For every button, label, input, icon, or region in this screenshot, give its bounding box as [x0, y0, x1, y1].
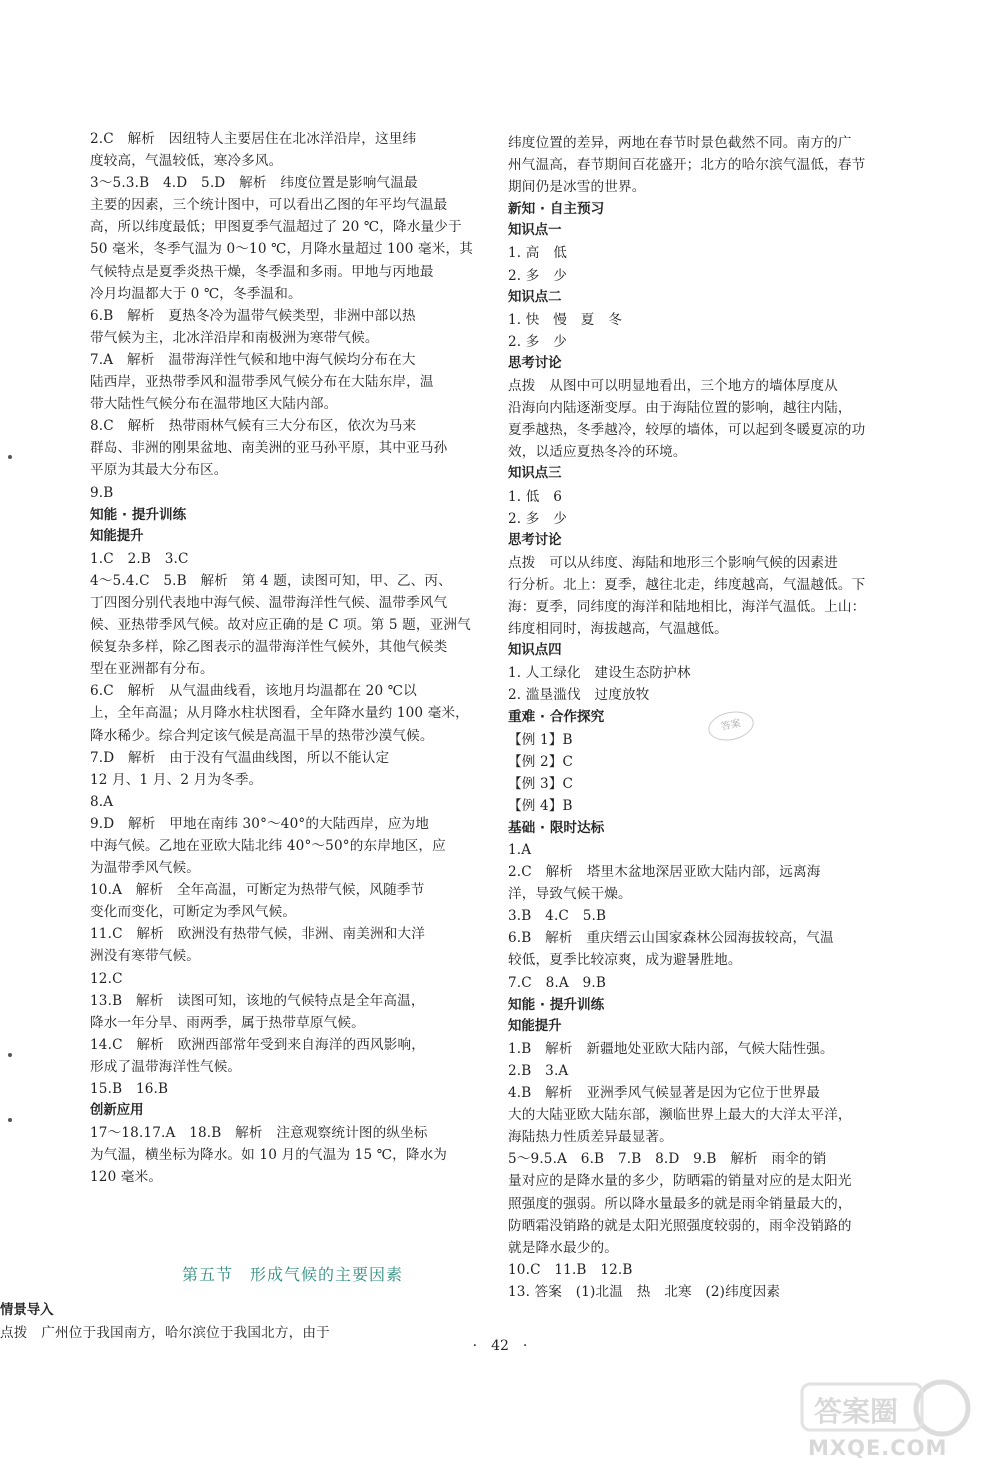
text-line: 为气温，横坐标为降水。如 10 月的气温为 15 ℃，降水为 [90, 1147, 448, 1164]
text-line: 2.C 解析 塔里木盆地深居亚欧大陆内部，远离海 [508, 864, 821, 881]
text-line: 12.C [90, 970, 123, 987]
text-line: 变化而变化，可断定为季风气候。 [90, 904, 297, 921]
section-heading: 新知 · 自主预习 [508, 201, 605, 218]
text-line: 10.A 解析 全年高温，可断定为热带气候，风随季节 [90, 882, 425, 899]
text-line: 7.D 解析 由于没有气温曲线图，所以不能认定 [90, 749, 390, 766]
text-line: 6.C 解析 从气温曲线看，该地月均温都在 20 ℃以 [90, 683, 417, 700]
text-line: 平原为其最大分布区。 [90, 462, 228, 479]
text-line: 【例 4】B [508, 797, 573, 814]
text-line: 【例 2】C [508, 753, 574, 770]
watermark-logo [792, 1370, 982, 1465]
text-line: 主要的因素，三个统计图中，可以看出乙图的年平均气温最 [90, 197, 448, 214]
text-line: 1. 人工绿化 建设生态防护林 [508, 665, 691, 682]
section-heading: 知能提升 [508, 1018, 562, 1034]
text-line: 防晒霜没销路的就是太阳光照强度较弱的，雨伞没销路的 [508, 1217, 852, 1234]
text-line: 3.B 4.C 5.B [508, 908, 607, 925]
text-line: 50 毫米，冬季气温为 0～10 ℃，月降水量超过 100 毫米，其 [90, 241, 473, 258]
text-line: 中海气候。乙地在亚欧大陆北纬 40°～50°的东岸地区，应 [90, 838, 446, 854]
text-line: 5～9.5.A 6.B 7.B 8.D 9.B 解析 雨伞的销 [508, 1151, 827, 1168]
right-column [508, 132, 918, 1303]
text-line: 6.B 解析 重庆缙云山国家森林公园海拔较高，气温 [508, 930, 834, 947]
text-line: 13. 答案 (1)北温 热 北寒 (2)纬度因素 [508, 1283, 781, 1300]
section-heading: 知能 · 提升训练 [90, 506, 187, 523]
text-line: 2. 多 少 [508, 267, 567, 284]
section-heading: 知能提升 [90, 528, 144, 544]
stamp-mark: 答案 [706, 708, 757, 745]
text-line: 海陆热力性质差异最显著。 [508, 1129, 673, 1146]
text-line: 1. 低 6 [508, 488, 563, 505]
text-line: 为温带季风气候。 [90, 860, 200, 877]
text-line: 1.B 解析 新疆地处亚欧大陆内部，气候大陆性强。 [508, 1040, 834, 1057]
watermark-url: MXQE.COM [808, 1436, 948, 1460]
text-line: 高，所以纬度最低；甲图夏季气温超过了 20 ℃，降水量少于 [90, 219, 462, 236]
text-line: 丁四图分别代表地中海气候、温带海洋性气候、温带季风气 [90, 594, 448, 611]
section-heading: 创新应用 [90, 1103, 144, 1119]
text-line: 4～5.4.C 5.B 解析 第 4 题，读图可知，甲、乙、丙、 [90, 572, 452, 589]
text-line: 15.B 16.B [90, 1081, 169, 1098]
text-line: 上，全年高温；从月降水柱状图看，全年降水量约 100 毫米， [90, 705, 469, 722]
text-line: 带大陆性气候分布在温带地区大陆内部。 [90, 396, 338, 413]
text-line: 4.B 解析 亚洲季风气候显著是因为它位于世界最 [508, 1085, 821, 1102]
text-line: 冷月均温都大于 0 ℃，冬季温和。 [90, 285, 302, 302]
text-line: 17～18.17.A 18.B 解析 注意观察统计图的纵坐标 [90, 1125, 428, 1142]
text-line: 10.C 11.B 12.B [508, 1261, 633, 1278]
text-line: 点拨 从图中可以明显地看出，三个地方的墙体厚度从 [508, 378, 838, 395]
text-line: 降水一年分旱、雨两季，属于热带草原气候。 [90, 1014, 365, 1031]
text-line: 洋，导致气候干燥。 [508, 886, 632, 903]
text-line: 8.C 解析 热带雨林气候有三大分布区，依次为马来 [90, 418, 417, 435]
text-line: 120 毫米。 [90, 1169, 163, 1186]
text-line: 7.C 8.A 9.B [508, 974, 606, 991]
text-line: 期间仍是冰雪的世界。 [508, 179, 646, 196]
section-heading: 思考讨论 [508, 532, 562, 548]
text-line: 1. 高 低 [508, 245, 567, 262]
text-line: 群岛、非洲的刚果盆地、南美洲的亚马孙平原，其中亚马孙 [90, 440, 448, 457]
text-line: 14.C 解析 欧洲西部常年受到来自海洋的西风影响， [90, 1036, 425, 1053]
text-line: 1. 快 慢 夏 冬 [508, 311, 622, 328]
text-line: 陆西岸，亚热带季风和温带季风气候分布在大陆东岸，温 [90, 374, 434, 391]
text-line: 2.B 3.A [508, 1062, 569, 1079]
text-line: 效，以适应夏热冬冷的环境。 [508, 444, 687, 461]
text-line: 型在亚洲都有分布。 [90, 661, 214, 678]
section-heading: 知识点二 [508, 289, 562, 305]
text-line: 州气温高，春节期间百花盛开；北方的哈尔滨气温低，春节 [508, 157, 866, 174]
watermark-title: 答案圈 [814, 1395, 899, 1428]
text-line: 纬度位置的差异，两地在春节时景色截然不同。南方的广 [508, 135, 852, 151]
text-line: 11.C 解析 欧洲没有热带气候，非洲、南美洲和大洋 [90, 926, 425, 943]
text-line: 度较高，气温较低，寒冷多风。 [90, 153, 283, 170]
text-line: 较低，夏季比较凉爽，成为避暑胜地。 [508, 952, 742, 969]
section-heading: 基础 · 限时达标 [508, 819, 605, 836]
text-line: 气候特点是夏季炎热干燥，冬季温和多雨。甲地与丙地最 [90, 263, 434, 280]
section-heading: 思考讨论 [508, 355, 562, 371]
margin-dot [8, 1118, 12, 1122]
section-heading: 知识点三 [508, 466, 562, 482]
text-line: 2.C 解析 因纽特人主要居住在北冰洋沿岸，这里纬 [90, 131, 417, 147]
section-heading: 知识点一 [508, 223, 562, 239]
text-line: 候、亚热带季风气候。故对应正确的是 C 项。第 5 题，亚洲气 [90, 617, 471, 634]
text-line: 【例 1】B [508, 731, 573, 748]
text-line: 3～5.3.B 4.D 5.D 解析 纬度位置是影响气温最 [90, 175, 418, 192]
text-line: 点拨 广州位于我国南方，哈尔滨位于我国北方，由于 [0, 1325, 330, 1342]
text-line: 1.C 2.B 3.C [90, 550, 189, 567]
page-number: · 42 · [472, 1338, 528, 1354]
text-line: 就是降水最少的。 [508, 1239, 618, 1256]
section-heading: 知能 · 提升训练 [508, 996, 605, 1013]
text-line: 夏季越热，冬季越冷，较厚的墙体，可以起到冬暖夏凉的功 [508, 422, 866, 439]
section-heading: 知识点四 [508, 643, 562, 659]
text-line: 12 月、1 月、2 月为冬季。 [90, 771, 263, 788]
text-line: 量对应的是降水量的多少，防晒霜的销量对应的是太阳光 [508, 1173, 852, 1190]
text-line: 2. 滥垦滥伐 过度放牧 [508, 687, 650, 704]
text-line: 2. 多 少 [508, 333, 567, 350]
text-line: 【例 3】C [508, 775, 574, 792]
text-line: 1.A [508, 842, 532, 858]
text-line: 降水稀少。综合判定该气候是高温干旱的热带沙漠气候。 [90, 727, 434, 744]
text-line: 2. 多 少 [508, 510, 567, 527]
section-heading: 重难 · 合作探究 [508, 709, 605, 726]
text-line: 9.D 解析 甲地在南纬 30°～40°的大陆西岸，应为地 [90, 815, 430, 832]
text-line: 行分析。北上：夏季，越往北走，纬度越高，气温越低。下 [508, 576, 866, 593]
section-heading: 情景导入 [0, 1303, 54, 1318]
margin-dot [8, 1053, 12, 1057]
text-line: 8.A [90, 793, 114, 810]
text-line: 纬度相同时，海拔越高，气温越低。 [508, 621, 728, 638]
text-line: 9.B [90, 484, 114, 501]
text-line: 大的大陆亚欧大陆东部，濒临世界上最大的大洋太平洋， [508, 1107, 852, 1124]
text-line: 13.B 解析 读图可知，该地的气候特点是全年高温， [90, 992, 425, 1009]
text-line: 洲没有寒带气候。 [90, 948, 200, 965]
text-line: 形成了温带海洋性气候。 [90, 1058, 242, 1075]
text-line: 6.B 解析 夏热冬冷为温带气候类型，非洲中部以热 [90, 307, 416, 324]
text-line: 海：夏季，同纬度的海洋和陆地相比，海洋气温低。上山： [508, 598, 866, 615]
margin-dot [8, 455, 12, 459]
section-title: 第五节 形成气候的主要因素 [181, 1265, 403, 1284]
text-line: 照强度的强弱。所以降水量最多的就是雨伞销量最大的， [508, 1195, 852, 1212]
text-line: 7.A 解析 温带海洋性气候和地中海气候均分布在大 [90, 351, 416, 368]
text-line: 沿海向内陆逐渐变厚。由于海陆位置的影响，越往内陆， [508, 400, 852, 417]
text-line: 候复杂多样，除乙图表示的温带海洋性气候外，其他气候类 [90, 639, 448, 656]
text-line: 点拨 可以从纬度、海陆和地形三个影响气候的因素进 [508, 554, 838, 571]
left-column [90, 128, 495, 1189]
text-line: 带气候为主，北冰洋沿岸和南极洲为寒带气候。 [90, 329, 379, 346]
